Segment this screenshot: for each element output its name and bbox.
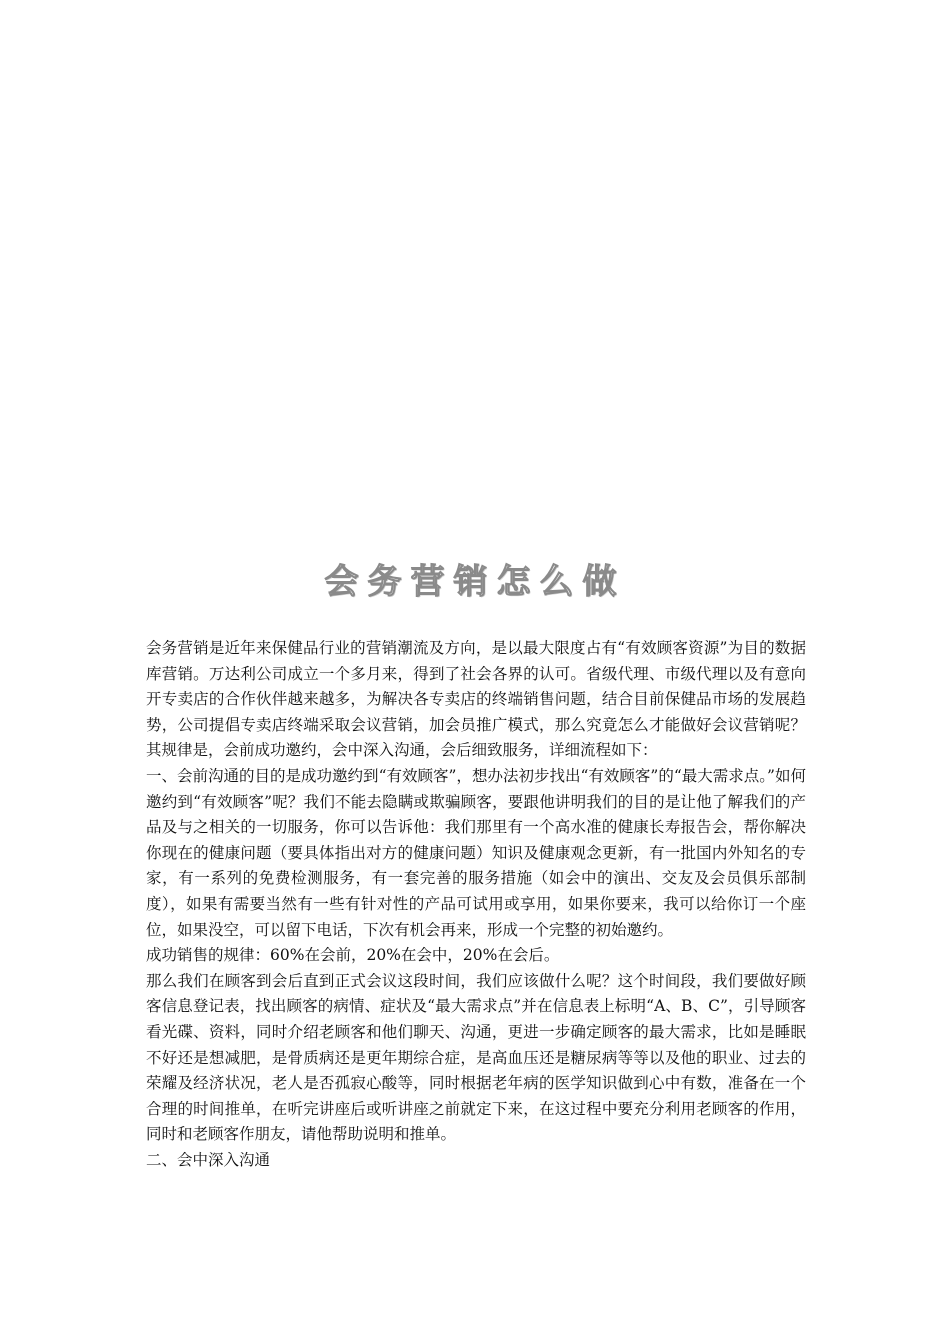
document-title: 会务营销怎么做 <box>324 562 626 602</box>
paragraph-section-one: 一、会前沟通的目的是成功邀约到“有效顾客”，想办法初步找出“有效顾客”的“最大需求点。”如何邀约到“有效顾客”呢？我们不能去隐瞒或欺骗顾客，要跟他讲明我们的目的是让他了解我们的产品及与之相关的一切服务，你可以告诉他：我们那里有一个高水准的健康长寿报告会，帮你解决你现在的健康问题（要具体指出对方的健康问题）知识及健康观念更新，有一批国内外知名的专家，有一系列的免费检测服务，有一套完善的服务措施（如会中的演出、交友及会员俱乐部制度），如果有需要当然有一些有针对性的产品可试用或享用，如果你要来，我可以给你订一个座位，如果没空，可以留下电话，下次有机会再来，形成一个完整的初始邀约。 <box>146 766 806 939</box>
paragraph-intro: 会务营销是近年来保健品行业的营销潮流及方向，是以最大限度占有“有效顾客资源”为目的数据库营销。万达利公司成立一个多月来，得到了社会各界的认可。省级代理、市级代理以及有意向开专卖店的合作伙伴越来越多，为解决各专卖店的终端销售问题，结合目前保健品市场的发展趋势，公司提倡专卖店终端采取会议营销，加会员推广模式，那么究竟怎么才能做好会议营销呢？其规律是，会前成功邀约，会中深入沟通，会后细致服务，详细流程如下： <box>146 639 806 760</box>
document-body <box>146 636 806 1173</box>
paragraph-sales-rule: 成功销售的规律：60%在会前，20%在会中，20%在会后。 <box>146 946 560 965</box>
section-heading-two: 二、会中深入沟通 <box>146 1150 271 1169</box>
paragraph-before-meeting: 那么我们在顾客到会后直到正式会议这段时间，我们应该做什么呢？这个时间段，我们要做好顾客信息登记表，找出顾客的病情、症状及“最大需求点”并在信息表上标明“A、B、C”，引导顾客看光碟、资料，同时介绍老顾客和他们聊天、沟通，更进一步确定顾客的最大需求，比如是睡眠不好还是想减肥，是骨质病还是更年期综合症，是高血压还是糖尿病等等以及他的职业、过去的荣耀及经济状况，老人是否孤寂心酸等，同时根据老年病的医学知识做到心中有数，准备在一个合理的时间推单，在听完讲座后或听讲座之前就定下来，在这过程中要充分利用老顾客的作用，同时和老顾客作朋友，请他帮助说明和推单。 <box>146 971 806 1144</box>
